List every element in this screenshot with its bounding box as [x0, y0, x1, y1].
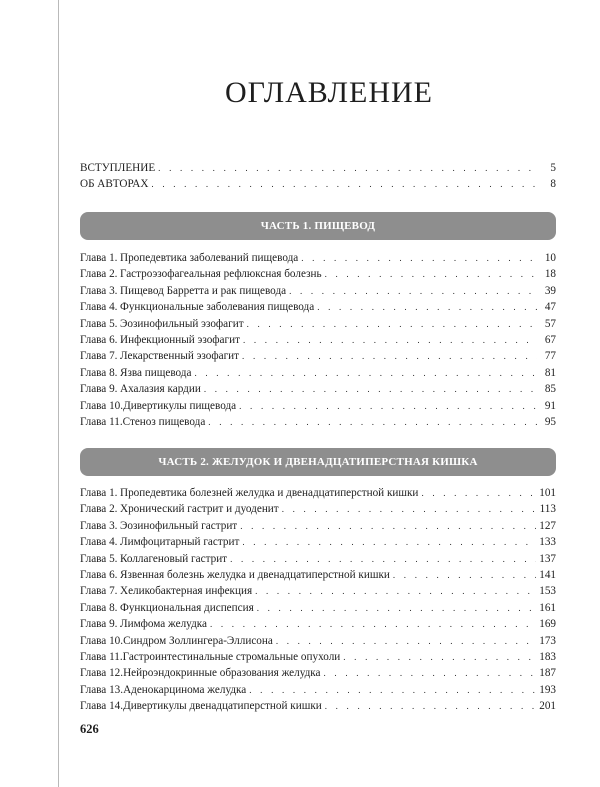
dot-leader [204, 381, 537, 397]
toc-chapter-entry[interactable] [80, 518, 556, 534]
toc-entry-label [80, 633, 276, 649]
chapter-title: Функциональные заболевания пищевода [120, 301, 315, 314]
chapter-title: Ахалазия кардии [120, 383, 201, 396]
chapter-number: Глава 4. [80, 536, 118, 549]
toc-chapter-entry[interactable] [80, 534, 556, 550]
dot-leader [301, 250, 537, 266]
chapter-number: Глава 13. [80, 683, 124, 696]
chapter-title: Аденокарцинома желудка [123, 683, 247, 696]
chapter-number: Глава 12. [80, 667, 124, 680]
toc-entry-label [80, 551, 230, 567]
chapter-title: Эозинофильный эзофагит [120, 317, 244, 330]
chapter-title: Хеликобактерная инфекция [120, 585, 253, 598]
toc-page-number: 193 [539, 683, 556, 696]
toc-page-number: 173 [539, 634, 556, 647]
chapter-title: Хронический гастрит и дуоденит [120, 503, 279, 516]
toc-chapter-entry[interactable] [80, 551, 556, 567]
chapter-number: Глава 3. [80, 284, 118, 297]
toc-chapter-entry[interactable] [80, 316, 556, 332]
chapter-number: Глава 3. [80, 519, 118, 532]
toc-page-number: 169 [539, 618, 556, 631]
toc-chapter-entry[interactable] [80, 299, 556, 315]
toc-entry-label [80, 518, 240, 534]
chapter-number: Глава 7. [80, 350, 118, 363]
toc-chapter-entry[interactable] [80, 398, 556, 414]
chapter-number: Глава 9. [80, 383, 118, 396]
toc-entry-label [80, 348, 242, 364]
dot-leader [257, 600, 536, 616]
toc-entry-title: ВСТУПЛЕНИЕ [80, 162, 156, 174]
chapter-title: Эозинофильный гастрит [120, 519, 238, 532]
toc-page-number: 201 [539, 700, 556, 713]
toc-page-number: 153 [539, 585, 556, 598]
toc-entry-title: ОБ АВТОРАХ [80, 178, 149, 191]
toc-page-number: 5 [550, 162, 556, 174]
dot-leader [247, 316, 537, 332]
dot-leader [343, 649, 536, 665]
toc-page-number: 67 [544, 333, 556, 346]
toc-chapter-entry[interactable] [80, 600, 556, 616]
toc-page-number: 187 [539, 667, 556, 680]
dot-leader [230, 551, 536, 567]
toc-page-number: 8 [550, 178, 556, 191]
chapter-title: Гастроэзофагеальная рефлюксная болезнь [120, 268, 322, 281]
toc-entry-label [80, 398, 239, 414]
chapter-number: Глава 7. [80, 585, 118, 598]
part-1-heading: ЧАСТЬ 1. ПИЩЕВОД [80, 212, 556, 240]
toc-entry-label [80, 381, 204, 397]
toc-entry-label [80, 283, 289, 299]
chapter-title: Пропедевтика заболеваний пищевода [120, 252, 299, 264]
dot-leader [325, 266, 537, 282]
toc-chapter-entry[interactable] [80, 332, 556, 348]
chapter-title: Пропедевтика болезней желудка и двенадцатиперстной кишки [120, 487, 419, 499]
toc-page-number: 161 [539, 601, 556, 614]
chapter-title: Коллагеновый гастрит [120, 552, 228, 565]
toc-chapter-entry[interactable] [80, 616, 556, 632]
chapter-number: Глава 6. [80, 333, 118, 346]
dot-leader [393, 567, 536, 583]
chapter-number: Глава 11. [80, 415, 123, 428]
chapter-title: Пищевод Барретта и рак пищевода [120, 284, 287, 297]
toc-entry-label [80, 250, 301, 266]
chapter-number: Глава 5. [80, 317, 118, 330]
toc-entry-label [80, 534, 242, 550]
chapter-number: Глава 1. [80, 252, 118, 264]
toc-page-number: 95 [544, 415, 556, 428]
toc-entry-label [80, 316, 247, 332]
dot-leader [421, 485, 536, 501]
dot-leader [240, 518, 536, 534]
toc-entry-label [80, 583, 255, 599]
chapter-number: Глава 10. [80, 634, 124, 647]
toc-entry-label [80, 616, 210, 632]
chapter-number: Глава 9. [80, 618, 118, 631]
chapter-title: Дивертикулы двенадцатиперстной кишки [123, 700, 322, 713]
toc-entry-label [80, 600, 257, 616]
chapter-number: Глава 4. [80, 301, 118, 314]
toc-chapter-entry[interactable] [80, 250, 556, 266]
part-2-chapter-list [80, 485, 556, 714]
toc-entry-label [80, 501, 282, 517]
chapter-number: Глава 2. [80, 503, 118, 516]
toc-entry-label [80, 160, 158, 176]
toc-chapter-entry[interactable] [80, 283, 556, 299]
toc-chapter-entry[interactable] [80, 381, 556, 397]
chapter-title: Лимфома желудка [120, 618, 207, 631]
toc-page-number: 39 [544, 284, 556, 297]
chapter-title: Синдром Золлингера-Эллисона [123, 634, 273, 647]
chapter-title: Лекарственный эзофагит [120, 350, 240, 363]
dot-leader [276, 633, 536, 649]
toc-entry-label [80, 485, 421, 501]
dot-leader [194, 365, 537, 381]
toc-chapter-entry[interactable] [80, 682, 556, 698]
toc-chapter-entry[interactable] [80, 583, 556, 599]
chapter-title: Лимфоцитарный гастрит [120, 536, 240, 549]
toc-chapter-entry[interactable] [80, 567, 556, 583]
toc-entry-label [80, 414, 208, 430]
toc-entry-label [80, 176, 151, 192]
toc-page-number: 183 [539, 650, 556, 663]
dot-leader [325, 698, 536, 714]
toc-entry-label [80, 682, 249, 698]
front-matter-list [80, 160, 556, 193]
toc-page-number: 101 [539, 487, 556, 499]
page-number: 626 [80, 722, 99, 736]
toc-chapter-entry[interactable] [80, 365, 556, 381]
chapter-number: Глава 6. [80, 568, 118, 581]
toc-page-number: 141 [539, 568, 556, 581]
chapter-title: Нейроэндокринные образования желудка [123, 667, 321, 680]
chapter-title: Стеноз пищевода [122, 415, 206, 428]
toc-page-number: 113 [539, 503, 556, 516]
toc-page-number: 77 [544, 350, 556, 363]
dot-leader [158, 160, 537, 176]
toc-page-number: 47 [544, 301, 556, 314]
toc-chapter-entry[interactable] [80, 633, 556, 649]
toc-page-number: 18 [544, 268, 556, 281]
chapter-title: Дивертикулы пищевода [123, 399, 237, 412]
dot-leader [210, 616, 536, 632]
dot-leader [239, 398, 537, 414]
toc-page-number: 133 [539, 536, 556, 549]
chapter-title: Язвенная болезнь желудка и двенадцатиперстной кишки [120, 568, 390, 581]
part-2-heading: ЧАСТЬ 2. ЖЕЛУДОК И ДВЕНАДЦАТИПЕРСТНАЯ КИШКА [80, 448, 556, 476]
chapter-number: Глава 8. [80, 366, 118, 379]
dot-leader [249, 682, 536, 698]
toc-entry-label [80, 332, 243, 348]
toc-chapter-entry[interactable] [80, 665, 556, 681]
page-edge-rule [58, 0, 59, 787]
toc-page-number: 127 [539, 519, 556, 532]
toc-entry-label [80, 266, 325, 282]
toc-entry-label [80, 649, 343, 665]
chapter-title: Гастроинтестинальные стромальные опухоли [122, 650, 341, 663]
toc-chapter-entry[interactable] [80, 485, 556, 501]
chapter-number: Глава 1. [80, 487, 118, 499]
chapter-number: Глава 5. [80, 552, 118, 565]
dot-leader [242, 348, 537, 364]
part-1-chapter-list [80, 250, 556, 430]
toc-page-number: 85 [544, 383, 556, 396]
toc-entry-label [80, 567, 393, 583]
chapter-number: Глава 8. [80, 601, 118, 614]
chapter-title: Язва пищевода [120, 366, 192, 379]
chapter-number: Глава 14. [80, 700, 124, 713]
toc-entry[interactable] [80, 176, 556, 192]
toc-chapter-entry[interactable] [80, 414, 556, 430]
toc-chapter-entry[interactable] [80, 348, 556, 364]
toc-chapter-entry[interactable] [80, 698, 556, 714]
dot-leader [151, 176, 537, 192]
dot-leader [243, 332, 537, 348]
dot-leader [317, 299, 537, 315]
toc-entry-label [80, 365, 194, 381]
dot-leader [208, 414, 537, 430]
toc-chapter-entry[interactable] [80, 649, 556, 665]
toc-entry-label [80, 665, 324, 681]
dot-leader [255, 583, 536, 599]
chapter-number: Глава 10. [80, 399, 124, 412]
toc-chapter-entry[interactable] [80, 501, 556, 517]
toc-page-number: 10 [544, 252, 556, 264]
toc-entry-label [80, 299, 317, 315]
toc-chapter-entry[interactable] [80, 266, 556, 282]
toc-page-number: 137 [539, 552, 556, 565]
dot-leader [282, 501, 537, 517]
chapter-title: Функциональная диспепсия [120, 601, 254, 614]
dot-leader [242, 534, 536, 550]
toc-page-number: 81 [544, 366, 556, 379]
toc-page-number: 91 [544, 399, 556, 412]
chapter-title: Инфекционный эзофагит [120, 333, 240, 346]
toc-entry-label [80, 698, 325, 714]
chapter-number: Глава 2. [80, 268, 118, 281]
toc-entry[interactable] [80, 160, 556, 176]
toc-page-number: 57 [544, 317, 556, 330]
page-title: ОГЛАВЛЕНИЕ [225, 76, 433, 109]
chapter-number: Глава 11. [80, 650, 123, 663]
dot-leader [289, 283, 537, 299]
dot-leader [324, 665, 537, 681]
